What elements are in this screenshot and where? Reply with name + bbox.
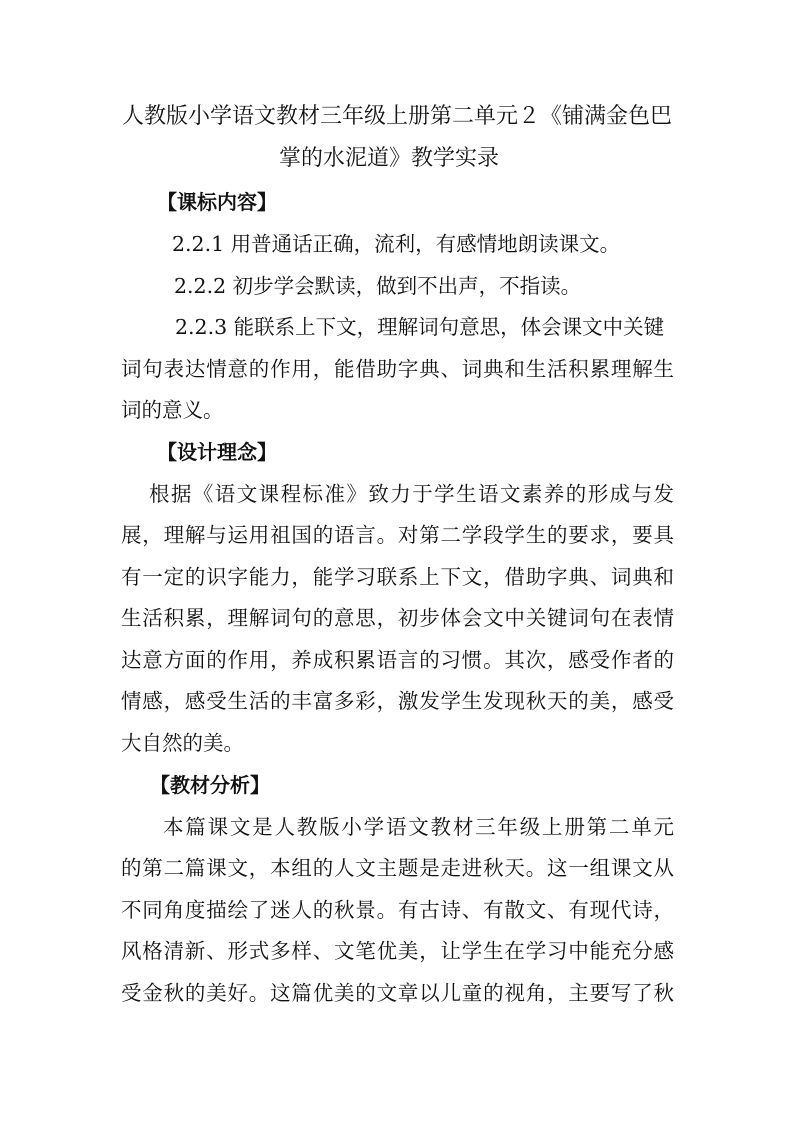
analysis-line-5: 受金秋的美好。这篇优美的文章以儿童的视角，主要写了秋 <box>121 981 674 1005</box>
concept-heading: 【设计理念】 <box>157 440 277 464</box>
concept-line-7: 大自然的美。 <box>121 731 244 755</box>
standards-item-3-line-2: 词句表达情意的作用，能借助字典、词典和生活积累理解生 <box>121 357 674 381</box>
analysis-line-3: 不同角度描绘了迷人的秋景。有古诗、有散文、有现代诗， <box>121 898 674 922</box>
standards-item-1: 2.2.1 用普通话正确，流利，有感情地朗读课文。 <box>172 232 621 256</box>
title-line-2: 掌的水泥道》教学实录 <box>279 146 500 171</box>
standards-item-3-line-3: 词的意义。 <box>121 398 224 422</box>
concept-line-1: 根据《语文课程标准》致力于学生语文素养的形成与发 <box>149 482 674 506</box>
standards-heading: 【课标内容】 <box>157 190 277 214</box>
analysis-line-2: 的第二篇课文，本组的人文主题是走进秋天。这一组课文从 <box>121 856 674 880</box>
concept-line-6: 情感，感受生活的丰富多彩，激发学生发现秋天的美，感受 <box>121 689 674 713</box>
title-line-1: 人教版小学语文教材三年级上册第二单元２《铺满金色巴 <box>122 104 673 129</box>
analysis-heading: 【教材分析】 <box>150 773 270 797</box>
analysis-line-1: 本篇课文是人教版小学语文教材三年级上册第二单元 <box>163 815 674 839</box>
concept-line-5: 达意方面的作用，养成积累语言的习惯。其次，感受作者的 <box>121 648 674 672</box>
concept-line-4: 生活积累，理解词句的意思，初步体会文中关键词句在表情 <box>121 606 674 630</box>
concept-line-3: 有一定的识字能力，能学习联系上下文，借助字典、词典和 <box>121 565 674 589</box>
analysis-line-4: 风格清新、形式多样、文笔优美，让学生在学习中能充分感 <box>121 939 674 963</box>
concept-line-2: 展，理解与运用祖国的语言。对第二学段学生的要求，要具 <box>121 523 674 547</box>
standards-item-2: 2.2.2 初步学会默读，做到不出声，不指读。 <box>174 274 582 298</box>
standards-item-3-line-1: 2.2.3 能联系上下文，理解词句意思，体会课文中关键 <box>175 315 665 339</box>
